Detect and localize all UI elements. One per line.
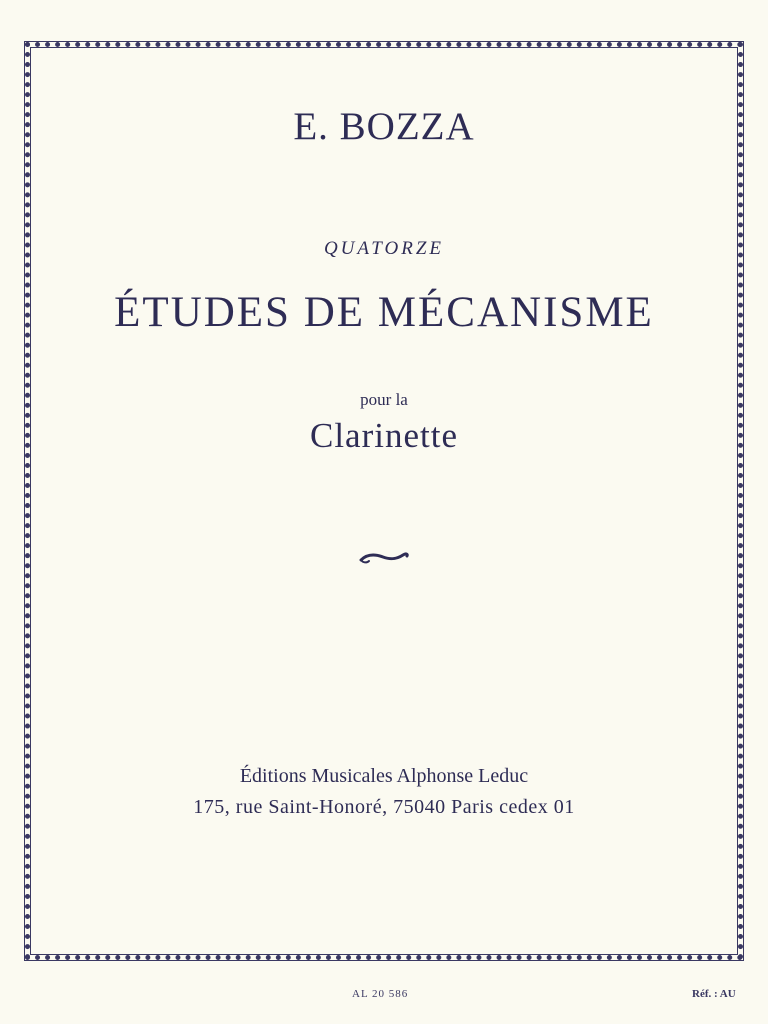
reference-code: Réf. : AU [692,988,736,1000]
pour-la-label: pour la [360,390,408,409]
work-title: ÉTUDES DE MÉCANISME [114,289,654,336]
composer-name: E. BOZZA [293,105,475,148]
instrument-name: Clarinette [309,416,458,455]
catalog-number: AL 20 586 [352,988,409,1000]
flourish-icon [357,546,411,566]
publisher-name: Éditions Musicales Alphonse Leduc [239,765,529,787]
publisher-address: 175, rue Saint-Honoré, 75040 Paris cedex 01 [193,796,575,818]
subtitle: QUATORZE [323,238,445,259]
